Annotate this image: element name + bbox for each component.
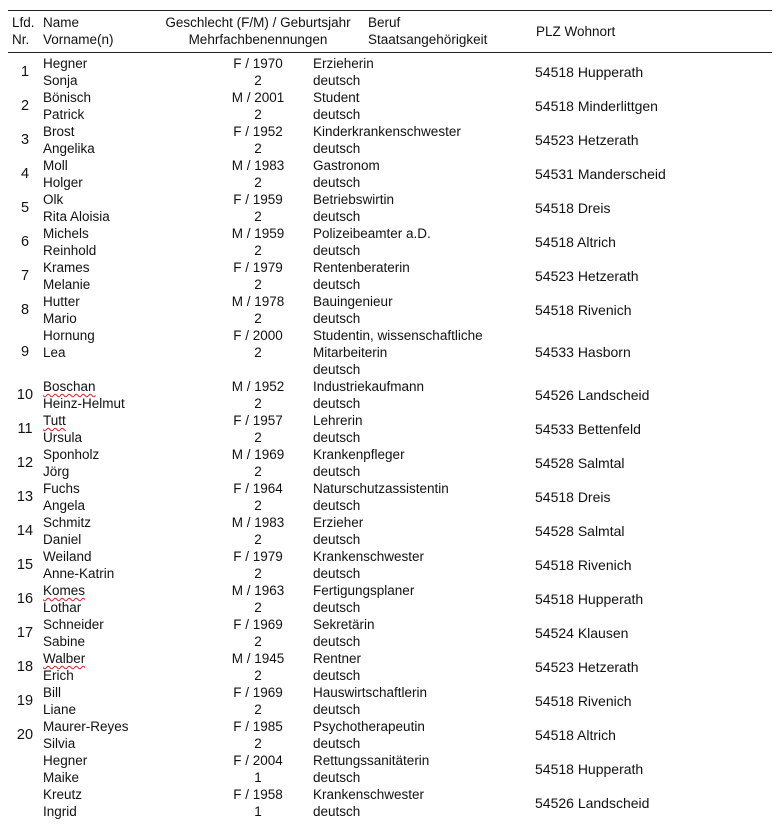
gender-birthyear: F / 2004 xyxy=(233,753,283,768)
first-name: Anne-Katrin xyxy=(43,566,115,581)
gender-birthyear: F / 1985 xyxy=(233,719,283,734)
nationality: deutsch xyxy=(313,464,361,479)
row-number: 12 xyxy=(16,454,34,471)
first-name: Ingrid xyxy=(43,804,77,819)
first-name: Sabine xyxy=(43,634,86,649)
nationality: deutsch xyxy=(313,141,361,156)
nationality: deutsch xyxy=(313,430,361,445)
gender-birthyear: F / 1957 xyxy=(233,413,283,428)
postcode-residence: 54531 Manderscheid xyxy=(535,165,666,182)
nomination-count: 1 xyxy=(254,770,262,785)
nomination-count: 2 xyxy=(254,702,262,717)
table-header-rule xyxy=(8,52,772,53)
nomination-count: 2 xyxy=(254,430,262,445)
occupation: Industriekaufmann xyxy=(313,379,425,394)
first-name: Lothar xyxy=(43,600,82,615)
row-number: 17 xyxy=(16,624,34,641)
postcode-residence: 54518 Hupperath xyxy=(535,590,644,607)
nomination-count: 2 xyxy=(254,634,262,649)
occupation: Bauingenieur xyxy=(313,294,393,309)
first-name: Lea xyxy=(43,345,66,360)
postcode-residence: 54518 Hupperath xyxy=(535,63,644,80)
surname: Brost xyxy=(43,124,75,139)
nomination-count: 2 xyxy=(254,464,262,479)
first-name: Heinz-Helmut xyxy=(43,396,125,411)
header-name-line2: Vorname(n) xyxy=(43,32,114,47)
occupation: Polizeibeamter a.D. xyxy=(313,226,431,241)
nomination-count: 2 xyxy=(254,311,262,326)
gender-birthyear: M / 1959 xyxy=(231,226,285,241)
nomination-count: 2 xyxy=(254,668,262,683)
gender-birthyear: F / 1952 xyxy=(233,124,283,139)
nationality: deutsch xyxy=(313,73,361,88)
gender-birthyear: M / 1945 xyxy=(231,651,285,666)
occupation: Kinderkrankenschwester xyxy=(313,124,461,139)
gender-birthyear: M / 1983 xyxy=(231,515,285,530)
gender-birthyear: F / 1979 xyxy=(233,260,283,275)
occupation: Rettungssanitäterin xyxy=(313,753,430,768)
occupation: Krankenschwester xyxy=(313,549,425,564)
row-number: 20 xyxy=(16,726,34,743)
occupation: Erzieherin xyxy=(313,56,374,71)
postcode-residence: 54526 Landscheid xyxy=(535,386,650,403)
first-name: Rita Aloisia xyxy=(43,209,110,224)
nationality: deutsch xyxy=(313,634,361,649)
surname: Komes xyxy=(43,583,86,598)
occupation: Rentner xyxy=(313,651,362,666)
postcode-residence: 54518 Rivenich xyxy=(535,301,632,318)
surname: Tutt xyxy=(43,413,66,428)
table-top-rule xyxy=(8,10,772,11)
postcode-residence: 54523 Hetzerath xyxy=(535,131,639,148)
gender-birthyear: M / 1969 xyxy=(231,447,285,462)
occupation: Erzieher xyxy=(313,515,364,530)
nationality: deutsch xyxy=(313,396,361,411)
header-job-line2: Staatsangehörigkeit xyxy=(368,32,488,47)
gender-birthyear: M / 1978 xyxy=(231,294,285,309)
gender-birthyear: F / 1964 xyxy=(233,481,283,496)
nationality: deutsch xyxy=(313,736,361,751)
nationality: deutsch xyxy=(313,362,361,377)
occupation: Student xyxy=(313,90,360,105)
surname: Walber xyxy=(43,651,86,666)
first-name: Maike xyxy=(43,770,80,785)
surname: Kreutz xyxy=(43,787,83,802)
nationality: deutsch xyxy=(313,702,361,717)
gender-birthyear: M / 2001 xyxy=(231,90,285,105)
occupation: Betriebswirtin xyxy=(313,192,395,207)
first-name: Angelika xyxy=(43,141,95,156)
postcode-residence: 54518 Altrich xyxy=(535,233,616,250)
first-name: Liane xyxy=(43,702,77,717)
surname: Maurer-Reyes xyxy=(43,719,129,734)
nationality: deutsch xyxy=(313,600,361,615)
row-number: 5 xyxy=(20,199,30,216)
first-name: Daniel xyxy=(43,532,82,547)
nomination-count: 2 xyxy=(254,209,262,224)
row-number: 8 xyxy=(20,301,30,318)
row-number: 16 xyxy=(16,590,34,607)
nationality: deutsch xyxy=(313,668,361,683)
postcode-residence: 54523 Hetzerath xyxy=(535,658,639,675)
nationality: deutsch xyxy=(313,209,361,224)
postcode-residence: 54528 Salmtal xyxy=(535,522,625,539)
gender-birthyear: M / 1983 xyxy=(231,158,285,173)
nomination-count: 2 xyxy=(254,107,262,122)
surname: Fuchs xyxy=(43,481,80,496)
surname: Schneider xyxy=(43,617,104,632)
row-number: 2 xyxy=(20,97,30,114)
occupation: Gastronom xyxy=(313,158,380,173)
occupation: Rentenberaterin xyxy=(313,260,410,275)
gender-birthyear: F / 1958 xyxy=(233,787,283,802)
postcode-residence: 54518 Hupperath xyxy=(535,760,644,777)
nationality: deutsch xyxy=(313,770,361,785)
surname: Michels xyxy=(43,226,89,241)
first-name: Jörg xyxy=(43,464,70,479)
occupation: Naturschutzassistentin xyxy=(313,481,449,496)
nationality: deutsch xyxy=(313,243,361,258)
postcode-residence: 54526 Landscheid xyxy=(535,794,650,811)
first-name: Sonja xyxy=(43,73,78,88)
postcode-residence: 54533 Bettenfeld xyxy=(535,420,641,437)
surname: Bönisch xyxy=(43,90,92,105)
nationality: deutsch xyxy=(313,498,361,513)
row-number: 19 xyxy=(16,692,34,709)
occupation: Fertigungsplaner xyxy=(313,583,415,598)
surname: Krames xyxy=(43,260,90,275)
first-name: Angela xyxy=(43,498,86,513)
header-nr-line2: Nr. xyxy=(12,32,30,47)
postcode-residence: 54533 Hasborn xyxy=(535,344,631,360)
surname: Sponholz xyxy=(43,447,100,462)
nomination-count: 1 xyxy=(254,804,262,819)
first-name: Ursula xyxy=(43,430,83,445)
row-number: 1 xyxy=(20,63,30,80)
header-job-line1: Beruf xyxy=(368,15,401,30)
nomination-count: 2 xyxy=(254,532,262,547)
nomination-count: 2 xyxy=(254,141,262,156)
first-name: Mario xyxy=(43,311,77,326)
header-name-line1: Name xyxy=(43,15,80,30)
first-name: Holger xyxy=(43,175,83,190)
nomination-count: 2 xyxy=(254,566,262,581)
occupation: Sekretärin xyxy=(313,617,375,632)
surname: Moll xyxy=(43,158,68,173)
row-number: 15 xyxy=(16,556,34,573)
nomination-count: 2 xyxy=(254,498,262,513)
gender-birthyear: F / 1970 xyxy=(233,56,283,71)
row-number: 11 xyxy=(17,420,33,437)
postcode-residence: 54528 Salmtal xyxy=(535,454,625,471)
nomination-count: 2 xyxy=(254,396,262,411)
occupation: Psychotherapeutin xyxy=(313,719,425,734)
row-number: 7 xyxy=(20,267,30,284)
gender-birthyear: F / 1969 xyxy=(233,685,283,700)
occupation: Krankenschwester xyxy=(313,787,425,802)
occupation: Mitarbeiterin xyxy=(313,345,388,360)
first-name: Erich xyxy=(43,668,74,683)
nomination-count: 2 xyxy=(254,73,262,88)
gender-birthyear: F / 1969 xyxy=(233,617,283,632)
gender-birthyear: F / 1959 xyxy=(233,192,283,207)
header-nr-line1: Lfd. xyxy=(12,15,35,30)
postcode-residence: 54518 Dreis xyxy=(535,488,611,505)
postcode-residence: 54518 Dreis xyxy=(535,199,611,216)
gender-birthyear: M / 1963 xyxy=(231,583,285,598)
header-gender-line2: Mehrfachbenennungen xyxy=(188,32,328,47)
postcode-residence: 54518 Rivenich xyxy=(535,692,632,709)
row-number: 14 xyxy=(16,522,34,539)
gender-birthyear: M / 1952 xyxy=(231,379,285,394)
row-number: 13 xyxy=(16,488,34,505)
surname: Schmitz xyxy=(43,515,92,530)
nationality: deutsch xyxy=(313,566,361,581)
row-number: 4 xyxy=(20,165,30,182)
nomination-count: 2 xyxy=(254,345,262,360)
first-name: Melanie xyxy=(43,277,91,292)
row-number: 18 xyxy=(16,658,34,675)
occupation: Krankenpfleger xyxy=(313,447,405,462)
nomination-count: 2 xyxy=(254,277,262,292)
gender-birthyear: F / 1979 xyxy=(233,549,283,564)
occupation: Lehrerin xyxy=(313,413,363,428)
header-plz: PLZ Wohnort xyxy=(536,24,616,39)
surname: Weiland xyxy=(43,549,92,564)
postcode-residence: 54524 Klausen xyxy=(535,624,629,641)
nationality: deutsch xyxy=(313,804,361,819)
surname: Hornung xyxy=(43,328,95,343)
occupation: Studentin, wissenschaftliche xyxy=(313,328,483,343)
surname: Boschan xyxy=(43,379,96,394)
surname: Bill xyxy=(43,685,62,700)
row-number: 3 xyxy=(20,131,30,148)
nationality: deutsch xyxy=(313,175,361,190)
nomination-count: 2 xyxy=(254,175,262,190)
surname: Hegner xyxy=(43,753,88,768)
nationality: deutsch xyxy=(313,311,361,326)
nationality: deutsch xyxy=(313,532,361,547)
nomination-count: 2 xyxy=(254,600,262,615)
surname: Olk xyxy=(43,192,64,207)
postcode-residence: 54518 Minderlittgen xyxy=(535,97,658,114)
postcode-residence: 54518 Altrich xyxy=(535,726,616,743)
gender-birthyear: F / 2000 xyxy=(233,328,283,343)
nomination-count: 2 xyxy=(254,243,262,258)
row-number: 6 xyxy=(20,233,30,250)
row-number: 9 xyxy=(20,344,30,360)
nationality: deutsch xyxy=(313,277,361,292)
header-gender-line1: Geschlecht (F/M) / Geburtsjahr xyxy=(165,15,351,30)
postcode-residence: 54523 Hetzerath xyxy=(535,267,639,284)
first-name: Patrick xyxy=(43,107,85,122)
occupation: Hauswirtschaftlerin xyxy=(313,685,428,700)
nomination-count: 2 xyxy=(254,736,262,751)
surname: Hegner xyxy=(43,56,88,71)
postcode-residence: 54518 Rivenich xyxy=(535,556,632,573)
surname: Hutter xyxy=(43,294,80,309)
row-number: 10 xyxy=(16,386,34,403)
first-name: Reinhold xyxy=(43,243,97,258)
nationality: deutsch xyxy=(313,107,361,122)
first-name: Silvia xyxy=(43,736,76,751)
